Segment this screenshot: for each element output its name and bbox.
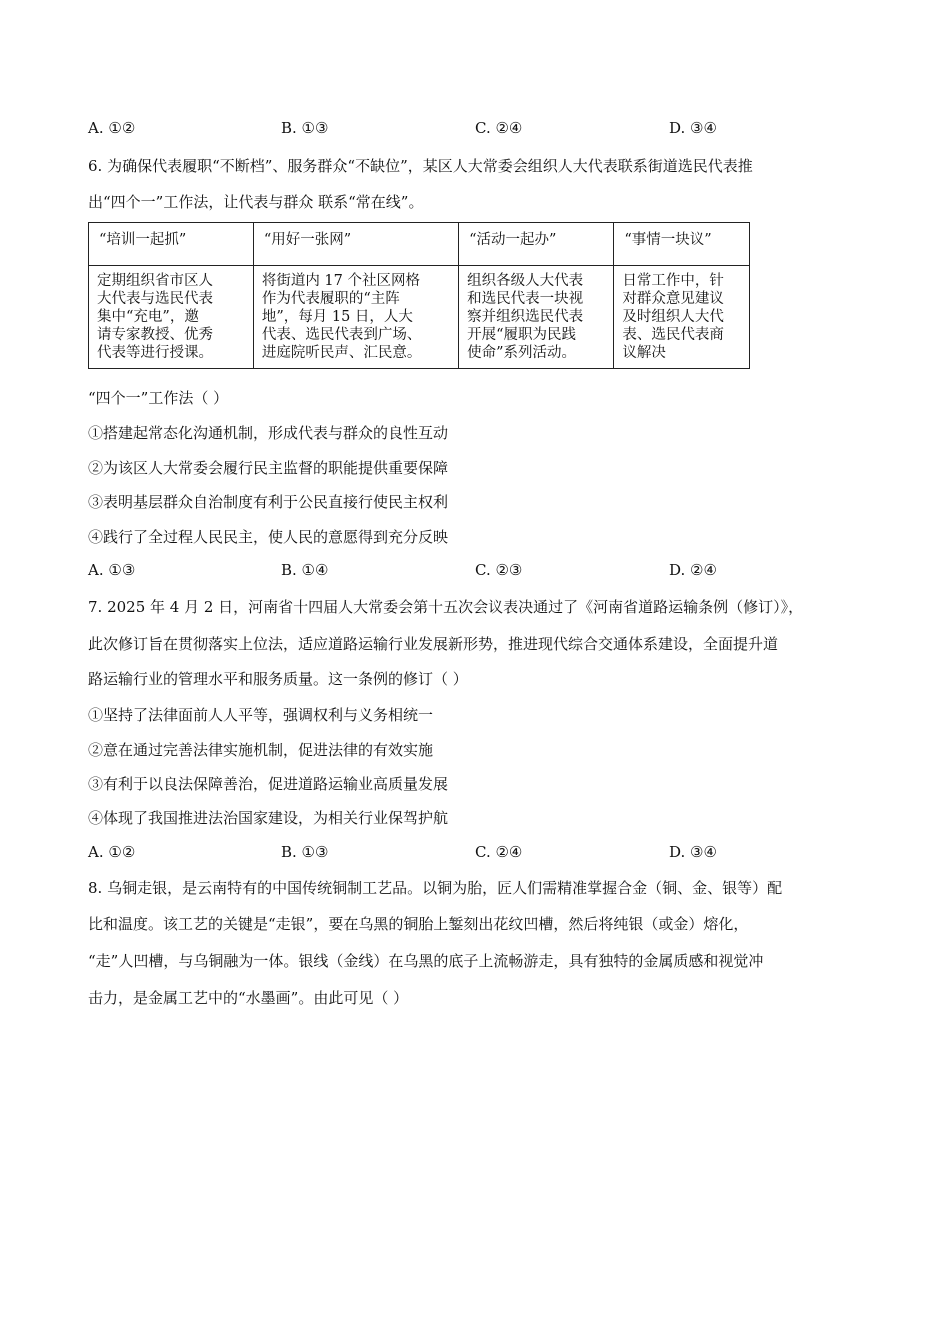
q6-option-c[interactable]: C. ②③: [475, 561, 523, 579]
q7-stem-line-2: 此次修订旨在贯彻落实上位法，适应道路运输行业发展新形势，推进现代综合交通体系建设，全面提升道: [88, 635, 779, 653]
q7-item-2: ②意在通过完善法律实施机制，促进法律的有效实施: [88, 741, 434, 759]
q6-table: [88, 222, 750, 369]
q8-stem-line-3: “走”人凹槽，与乌铜融为一体。银线（金线）在乌黑的底子上流畅游走，具有独特的金属质感和视觉冲: [88, 952, 764, 970]
q8-stem-line-4: 击力，是金属工艺中的“水墨画”。由此可见（ ）: [88, 989, 409, 1007]
q6-option-d[interactable]: D. ②④: [669, 561, 717, 579]
q6-table-cell: 将街道内 17 个社区网格 作为代表履职的“主阵 地”，每月 15 日，人大 代表、选民代表到广场、 进庭院听民声、汇民意。: [253, 266, 458, 369]
q5-option-b[interactable]: B. ①③: [281, 119, 329, 137]
q7-item-1: ①坚持了法律面前人人平等，强调权利与义务相统一: [88, 706, 434, 724]
q6-options: [88, 560, 788, 580]
q7-item-3: ③有利于以良法保障善治，促进道路运输业高质量发展: [88, 775, 449, 793]
q5-option-a[interactable]: A. ①②: [88, 119, 136, 137]
q6-stem-line-2: 出“四个一”工作法，让代表与群众 联系“常在线”。: [88, 193, 424, 211]
q6-item-2: ②为该区人大常委会履行民主监督的职能提供重要保障: [88, 459, 449, 477]
q7-item-4: ④体现了我国推进法治国家建设，为相关行业保驾护航: [88, 809, 449, 827]
q6-option-b[interactable]: B. ①④: [281, 561, 329, 579]
q6-item-1: ①搭建起常态化沟通机制，形成代表与群众的良性互动: [88, 424, 449, 442]
q6-question: “四个一”工作法（ ）: [88, 389, 229, 407]
q6-table-cell: 日常工作中，针 对群众意见建议 及时组织人大代 表、选民代表商 议解决: [614, 266, 750, 369]
q6-item-3: ③表明基层群众自治制度有利于公民直接行使民主权利: [88, 493, 449, 511]
q6-table-cell: 组织各级人大代表 和选民代表一块视 察并组织选民代表 开展“履职为民践 使命”系列活动。: [459, 266, 614, 369]
q6-table-header: “事情一块议”: [614, 223, 750, 266]
q5-option-d[interactable]: D. ③④: [669, 119, 717, 137]
q7-stem-line-3: 路运输行业的管理水平和服务质量。这一条例的修订（ ）: [88, 670, 468, 688]
q7-option-c[interactable]: C. ②④: [475, 843, 523, 861]
q5-options: [88, 118, 788, 138]
q7-option-a[interactable]: A. ①②: [88, 843, 136, 861]
q7-option-b[interactable]: B. ①③: [281, 843, 329, 861]
q6-table-header: “培训一起抓”: [89, 223, 254, 266]
q7-stem-line-1: 7. 2025 年 4 月 2 日，河南省十四届人大常委会第十五次会议表决通过了《河南省道路运输条例（修订）》，: [88, 598, 804, 616]
q6-table-cell: 定期组织省市区人 大代表与选民代表 集中“充电”，邀 请专家教授、优秀 代表等进行授课。: [89, 266, 254, 369]
q5-option-c[interactable]: C. ②④: [475, 119, 523, 137]
q7-options: [88, 842, 788, 862]
q6-stem-line-1: 6. 为确保代表履职“不断档”、服务群众“不缺位”，某区人大常委会组织人大代表联系街道选民代表推: [88, 157, 753, 175]
q8-stem-line-2: 比和温度。该工艺的关键是“走银”，要在乌黑的铜胎上錾刻出花纹凹槽，然后将纯银（或金）熔化，: [88, 915, 749, 933]
q6-table-header-row: [89, 223, 750, 266]
q6-table-header: “用好一张网”: [253, 223, 458, 266]
q7-option-d[interactable]: D. ③④: [669, 843, 717, 861]
q6-item-4: ④践行了全过程人民民主，使人民的意愿得到充分反映: [88, 528, 449, 546]
q6-option-a[interactable]: A. ①③: [88, 561, 136, 579]
q6-table-body-row: [89, 266, 750, 369]
q6-table-header: “活动一起办”: [459, 223, 614, 266]
q8-stem-line-1: 8. 乌铜走银，是云南特有的中国传统铜制工艺品。以铜为胎，匠人们需精准掌握合金（铜、金、银等）配: [88, 879, 783, 897]
